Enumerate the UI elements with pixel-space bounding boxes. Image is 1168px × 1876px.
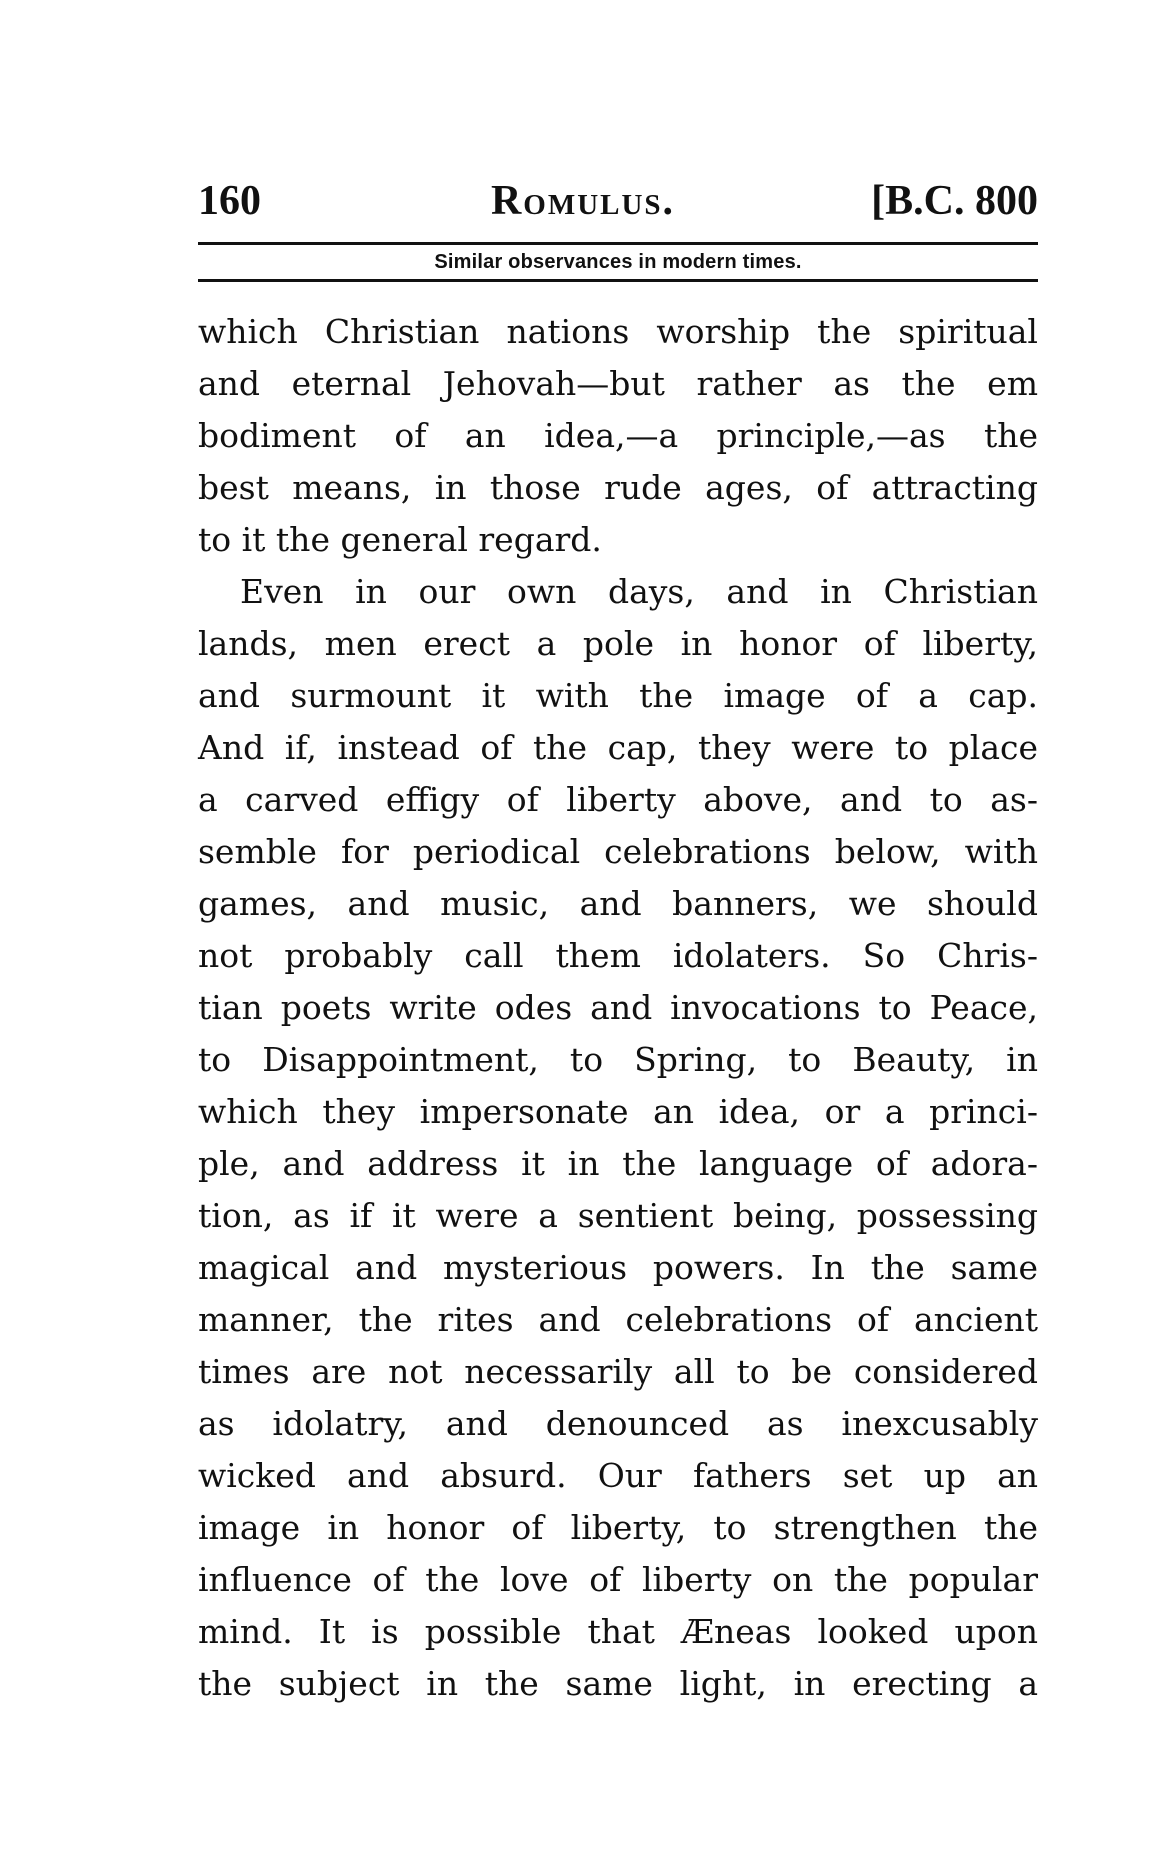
text-line-paragraph-start: Even in our own days, and in Christian [240, 572, 1038, 611]
text-line: as idolatry, and denounced as inexcusably [198, 1404, 1038, 1443]
running-head [198, 170, 1038, 232]
text-line: to Disappointment, to Spring, to Beauty, in [198, 1040, 1038, 1079]
text-line: tion, as if it were a sentient being, possessing [198, 1196, 1038, 1235]
text-line: which Christian nations worship the spiritual [198, 312, 1038, 351]
text-line: which they impersonate an idea, or a princi- [198, 1092, 1038, 1131]
text-line: the subject in the same light, in erecting a [198, 1664, 1038, 1703]
text-line: bodiment of an idea,—a principle,—as the [198, 416, 1038, 455]
date-range: [B.C. 800 [871, 178, 1038, 224]
text-line: influence of the love of liberty on the popular [198, 1560, 1038, 1599]
body-text [198, 306, 1038, 1710]
text-line: semble for periodical celebrations below, with [198, 832, 1038, 871]
running-title: Romulus. [490, 178, 676, 224]
text-line: wicked and absurd. Our fathers set up an [198, 1456, 1038, 1495]
book-page [198, 170, 1038, 1710]
text-line: a carved effigy of liberty above, and to as- [198, 780, 1038, 819]
text-line: magical and mysterious powers. In the same [198, 1248, 1038, 1287]
side-note: Similar observances in modern times. [434, 251, 802, 273]
text-line: tian poets write odes and invocations to Peace, [198, 988, 1038, 1027]
text-line: lands, men erect a pole in honor of liberty, [198, 624, 1038, 663]
text-line: and eternal Jehovah—but rather as the em [198, 364, 1038, 403]
text-line: not probably call them idolaters. So Chris- [198, 936, 1038, 975]
text-line: best means, in those rude ages, of attracting [198, 468, 1038, 507]
text-line: ple, and address it in the language of adora- [198, 1144, 1038, 1183]
text-line: mind. It is possible that Æneas looked upon [198, 1612, 1038, 1651]
header-rule-bottom [198, 279, 1038, 282]
text-line-paragraph-end: to it the general regard. [198, 520, 602, 559]
page-number: 160 [198, 178, 261, 224]
text-line: image in honor of liberty, to strengthen the [198, 1508, 1038, 1547]
text-line: and surmount it with the image of a cap. [198, 676, 1038, 715]
text-line: times are not necessarily all to be considered [198, 1352, 1038, 1391]
text-line: games, and music, and banners, we should [198, 884, 1038, 923]
text-line: And if, instead of the cap, they were to place [198, 728, 1038, 767]
text-line: manner, the rites and celebrations of ancient [198, 1300, 1038, 1339]
